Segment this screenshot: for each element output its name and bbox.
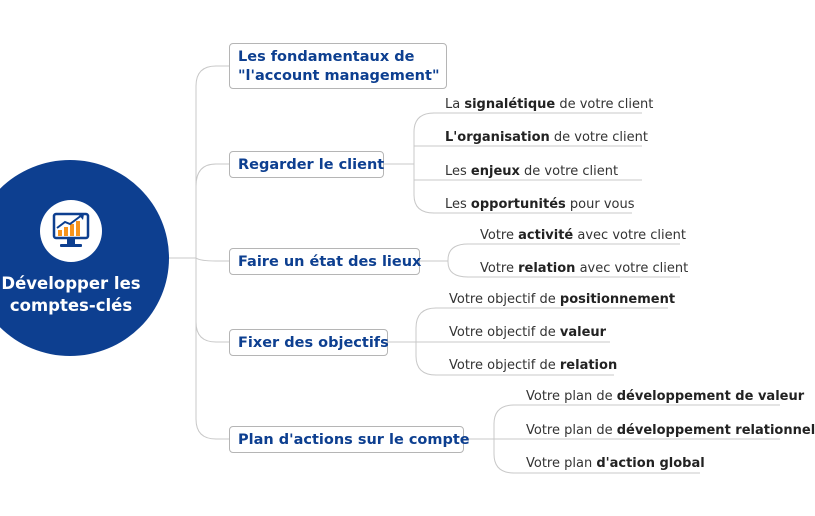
subtopic-opportunites[interactable]: Les opportunités pour vous <box>445 197 635 212</box>
subtopic-organisation[interactable]: L'organisation de votre client <box>445 130 648 145</box>
subtopic-signaletique[interactable]: La signalétique de votre client <box>445 97 654 112</box>
subtopic-objectif-relation[interactable]: Votre objectif de relation <box>449 358 618 373</box>
subtopic-relation-client[interactable]: Votre relation avec votre client <box>480 261 689 276</box>
subtopic-plan-valeur[interactable]: Votre plan de développement de valeur <box>526 389 805 404</box>
topic-regarder-le-client[interactable]: Regarder le client <box>229 151 384 178</box>
subtopic-enjeux[interactable]: Les enjeux de votre client <box>445 164 619 179</box>
chart-growth-monitor-icon <box>40 200 102 262</box>
central-topic-label: Développer les comptes-clés <box>1 274 141 315</box>
subtopic-plan-relationnel[interactable]: Votre plan de développement relationnel <box>526 423 815 438</box>
subtopic-activite[interactable]: Votre activité avec votre client <box>480 228 686 243</box>
subtopic-objectif-valeur[interactable]: Votre objectif de valeur <box>449 325 607 340</box>
topic-fondamentaux[interactable]: Les fondamentaux de "l'account management" <box>229 43 447 89</box>
subtopic-objectif-positionnement[interactable]: Votre objectif de positionnement <box>449 292 676 307</box>
topic-etat-des-lieux[interactable]: Faire un état des lieux <box>229 248 420 275</box>
subtopic-plan-action-global[interactable]: Votre plan d'action global <box>526 456 705 471</box>
topic-plan-actions[interactable]: Plan d'actions sur le compte <box>229 426 464 453</box>
topic-fixer-des-objectifs[interactable]: Fixer des objectifs <box>229 329 388 356</box>
